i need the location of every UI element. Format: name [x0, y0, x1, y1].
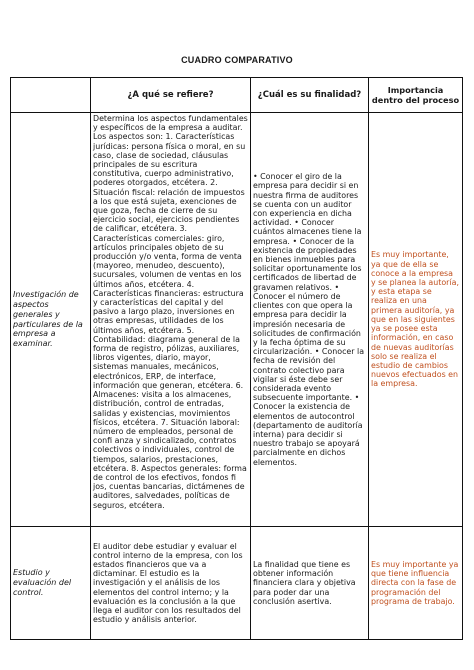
row-label: Estudio y evaluación del control. — [11, 527, 91, 640]
finalidad-cell: La finalidad que tiene es obtener información financiera clara y objetiva para poder dar una conclusión asertiva. — [251, 527, 369, 640]
header-row — [11, 78, 463, 113]
table-row — [11, 527, 463, 640]
importancia-cell: Es muy importante ya que tiene influencia directa con la fase de programación del programa de trabajo. — [369, 527, 463, 640]
header-refiere: ¿A qué se refiere? — [91, 78, 251, 113]
table-row — [11, 113, 463, 527]
header-importancia: Importancia dentro del proceso — [369, 78, 463, 113]
refiere-cell: Determina los aspectos fundamentales y específicos de la empresa a auditar. Los aspectos son: 1. Características jurídicas: persona física o moral, en su caso, clase de sociedad, cláusulas principales de su escritura constitutiva, cuerpo administrativo, poderes otorgados, etcétera. 2. Situación fiscal: relación de impuestos a los que está sujeta, exenciones de que goza, fecha de cierre de su ejercicio social, ejercicios pendientes de calificar, etcétera. 3. Características comerciales: giro, artículos principales objeto de su producción y/o venta, forma de venta (mayoreo, menudeo, descuento), sucursales, volumen de ventas en los últimos años, etcétera. 4. Características financieras: estructura y características del capital y del pasivo a largo plazo, inversiones en otras empresas, utilidades de los últimos años, etcétera. 5. Contabilidad: diagrama general de la forma de registro, pólizas, auxiliares, libros vigentes, diario, mayor, sistemas manuales, mecánicos, electrónicos, ERP, de interface, información que generan, etcétera. 6. Almacenes: visita a los almacenes, distribución, control de entradas, salidas y existencias, movimientos físicos, etcétera. 7. Situación laboral: número de empleados, personal de confi anza y sindicalizado, contratos colectivos o individuales, control de tiempos, salarios, prestaciones, etcétera. 8. Aspectos generales: forma de control de los efectivos, fondos fi jos, cuentas bancarias, dictámenes de auditores, salvedades, políticas de seguros, etcétera. — [91, 113, 251, 527]
refiere-cell: El auditor debe estudiar y evaluar el control interno de la empresa, con los estados financieros que va a dictaminar. El estudio es la investigación y el análisis de los elementos del control interno; y la evaluación es la conclusión a la que llega el auditor con los resultados del estudio y análisis anterior. — [91, 527, 251, 640]
importancia-cell: Es muy importante, ya que de ella se conoce a la empresa y se planea la autoría, y esta etapa se realiza en una primera auditoría, ya que en las siguientes ya se posee esta información, en caso de nuevas auditorías solo se realiza el estudio de cambios nuevos efectuados en la empresa. — [369, 113, 463, 527]
finalidad-cell: • Conocer el giro de la empresa para decidir si en nuestra firma de auditores se cuenta con un auditor con experiencia en dicha actividad. • Conocer cuántos almacenes tiene la empresa. • Conocer de la existencia de propiedades en bienes inmuebles para solicitar oportunamente los certificados de libertad de gravamen relativos. • Conocer el número de clientes con que opera la empresa para decidir la impresión necesaria de solicitudes de confirmación y la fecha óptima de su circularización. • Conocer la fecha de revisión del contrato colectivo para vigilar si éste debe ser considerada evento subsecuente importante. • Conocer la existencia de elementos de autocontrol (departamento de auditoría interna) para decidir si nuestro trabajo se apoyará parcialmente en dichos elementos. — [251, 113, 369, 527]
page-title: CUADRO COMPARATIVO — [181, 55, 293, 65]
header-empty — [11, 78, 91, 113]
header-finalidad: ¿Cuál es su finalidad? — [251, 78, 369, 113]
comparison-table — [10, 77, 463, 640]
row-label: Investigación de aspectos generales y particulares de la empresa a examinar. — [11, 113, 91, 527]
